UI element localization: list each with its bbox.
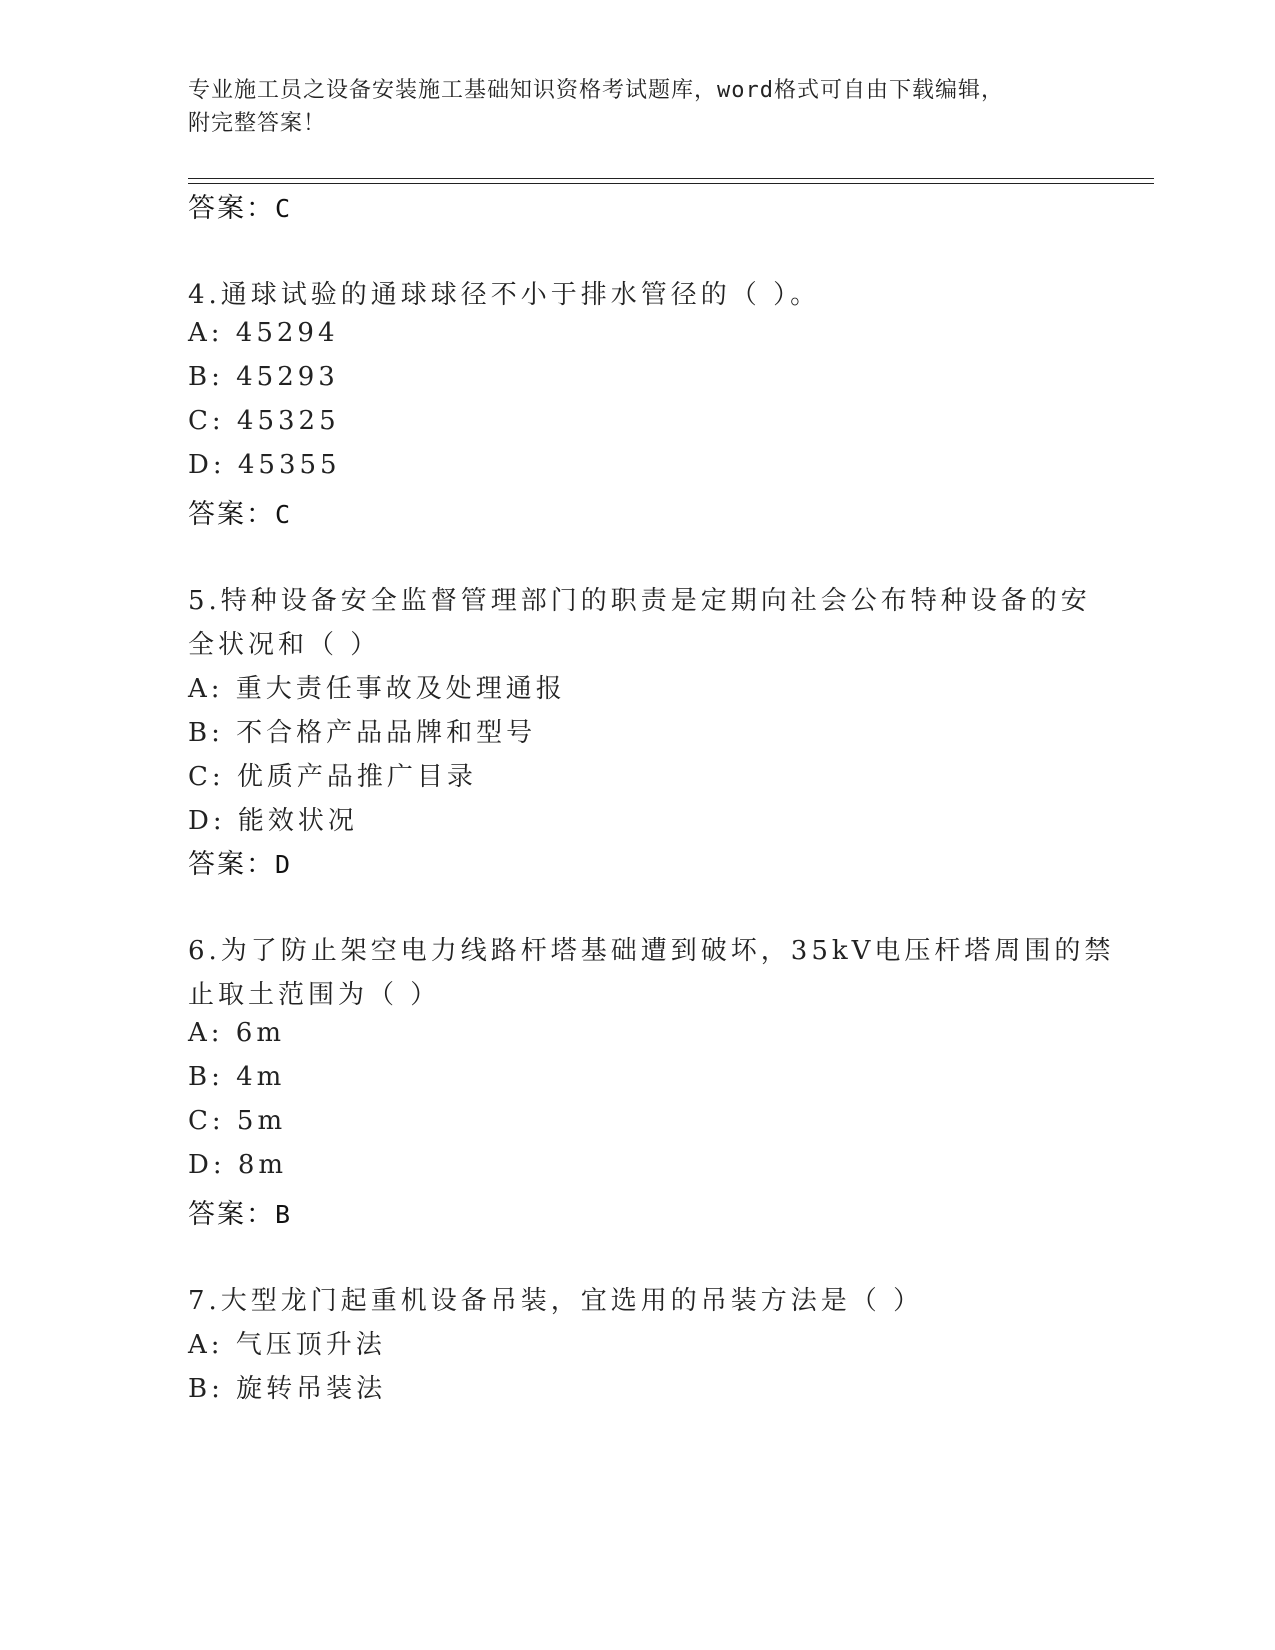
question-5-option-a: A: 重大责任事故及处理通报 xyxy=(188,674,566,704)
question-6-text-line-2: 止取土范围为（ ） xyxy=(188,980,441,1010)
question-5-option-c: C: 优质产品推广目录 xyxy=(188,762,477,792)
answer-label: 答案： xyxy=(188,193,275,224)
answer-value: B xyxy=(275,1200,293,1229)
answer-value: C xyxy=(275,500,293,529)
question-5-text-line-2: 全状况和（ ） xyxy=(188,630,381,660)
answer-line-q4 xyxy=(188,492,292,531)
question-4-option-b: B: 45293 xyxy=(188,362,339,392)
question-4-option-c: C: 45325 xyxy=(188,406,340,436)
header-line-2: 附完整答案！ xyxy=(188,111,327,136)
answer-label: 答案： xyxy=(188,499,275,530)
question-7-text: 7.大型龙门起重机设备吊装，宜选用的吊装方法是（ ） xyxy=(188,1286,924,1316)
question-7-option-b: B: 旋转吊装法 xyxy=(188,1374,387,1404)
answer-label: 答案： xyxy=(188,849,275,880)
answer-value: C xyxy=(275,194,293,223)
answer-line-q5 xyxy=(188,842,292,881)
question-6-option-a: A: 6m xyxy=(188,1018,285,1048)
question-4-text: 4.通球试验的通球球径不小于排水管径的（ ）。 xyxy=(188,280,821,310)
document-header xyxy=(188,74,1068,140)
question-4-option-d: D: 45355 xyxy=(188,450,341,480)
question-6-text-line-1: 6.为了防止架空电力线路杆塔基础遭到破坏，35kV电压杆塔周围的禁 xyxy=(188,936,1115,966)
answer-value: D xyxy=(275,850,293,879)
header-line-1: 专业施工员之设备安装施工基础知识资格考试题库，word格式可自由下载编辑， xyxy=(188,78,1004,103)
answer-line-q6 xyxy=(188,1192,292,1231)
question-7-option-a: A: 气压顶升法 xyxy=(188,1330,386,1360)
question-6-option-c: C: 5m xyxy=(188,1106,287,1136)
answer-line-q3 xyxy=(188,186,292,225)
answer-label: 答案： xyxy=(188,1199,275,1230)
question-4-option-a: A: 45294 xyxy=(188,318,339,348)
header-divider-top xyxy=(188,178,1154,179)
question-5-option-b: B: 不合格产品品牌和型号 xyxy=(188,718,537,748)
question-6-option-d: D: 8m xyxy=(188,1150,288,1180)
question-6-option-b: B: 4m xyxy=(188,1062,286,1092)
header-divider-bottom xyxy=(188,183,1154,184)
question-5-text-line-1: 5.特种设备安全监督管理部门的职责是定期向社会公布特种设备的安 xyxy=(188,586,1091,616)
question-5-option-d: D: 能效状况 xyxy=(188,806,358,836)
